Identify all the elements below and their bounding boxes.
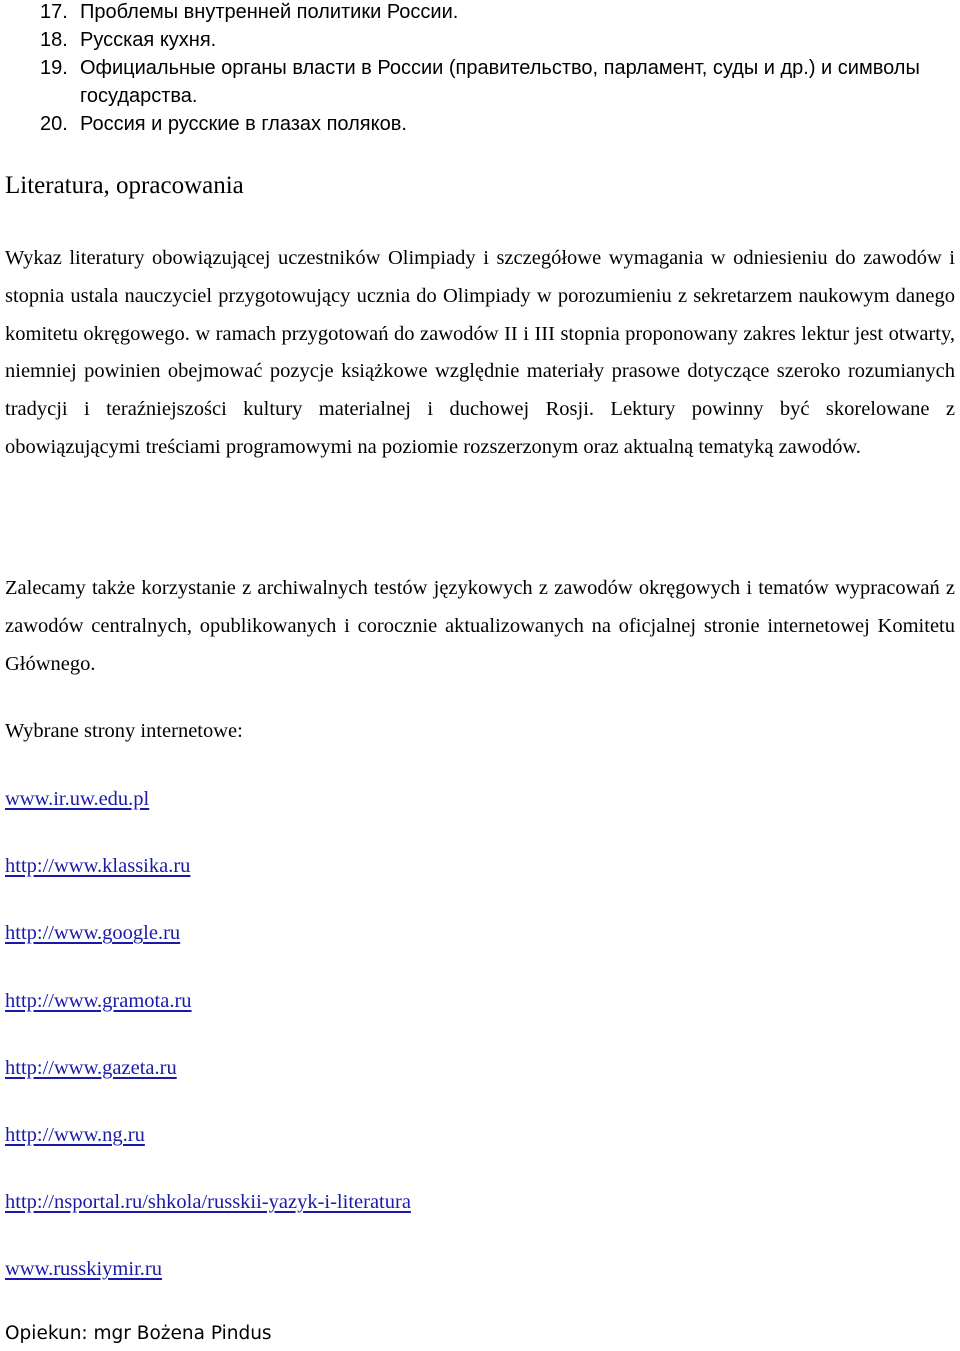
- list-item: [40, 0, 945, 26]
- link-nsportal[interactable]: http://nsportal.ru/shkola/russkii-yazyk-i-literatura: [5, 1191, 411, 1214]
- link-russkiymir[interactable]: www.russkiymir.ru: [5, 1258, 162, 1281]
- list-item: [40, 110, 945, 138]
- supervisor-footer: Opiekun: mgr Bożena Pindus: [5, 1323, 272, 1344]
- topic-list: [40, 0, 945, 138]
- link-ir-uw[interactable]: www.ir.uw.edu.pl: [5, 788, 150, 810]
- link-ng[interactable]: http://www.ng.ru: [5, 1123, 145, 1146]
- list-item-number: 18.: [40, 29, 68, 51]
- list-item-number: 20.: [40, 113, 68, 135]
- list-item: [40, 54, 945, 110]
- list-item-text: Русская кухня.: [80, 29, 217, 51]
- links-label: Wybrane strony internetowe:: [5, 720, 243, 742]
- links-list: [5, 782, 411, 1320]
- link-gramota[interactable]: http://www.gramota.ru: [5, 989, 192, 1012]
- link-klassika[interactable]: http://www.klassika.ru: [5, 855, 191, 878]
- list-item-number: 17.: [40, 1, 68, 23]
- recommendation-paragraph: Zalecamy także korzystanie z archiwalnych testów językowych z zawodów okręgowych i tematów wypracowań z zawodów centralnych, opublikowanych i corocznie aktualizowanych na oficjalnej stronie internetowej Komitetu Głównego.: [5, 577, 955, 675]
- section-heading: Literatura, opracowania: [5, 172, 244, 199]
- list-item-text: Официальные органы власти в России (правительство, парламент, суды и др.) и символы государства.: [80, 57, 920, 107]
- link-gazeta[interactable]: http://www.gazeta.ru: [5, 1056, 177, 1079]
- link-google[interactable]: http://www.google.ru: [5, 922, 181, 945]
- list-item-text: Россия и русские в глазах поляков.: [80, 113, 407, 135]
- list-item-number: 19.: [40, 57, 68, 79]
- list-item-text: Проблемы внутренней политики России.: [80, 1, 459, 23]
- literature-requirements-paragraph: Wykaz literatury obowiązującej uczestników Olimpiady i szczegółowe wymagania w odniesieniu do zawodów i stopnia ustala nauczyciel przygotowujący ucznia do Olimpiady w porozumieniu z sekretarzem naukowym danego komitetu okręgowego. w ramach przygotowań do zawodów II i III stopnia proponowany zakres lektur jest otwarty, niemniej powinien obejmować pozycje książkowe względnie materiały prasowe dotyczące szeroko rozumianych tradycji i teraźniejszości kultury materialnej i duchowej Rosji. Lektury powinny być skorelowane z obowiązującymi treściami programowymi na poziomie rozszerzonym oraz aktualną tematyką zawodów.: [5, 247, 955, 458]
- list-item: [40, 26, 945, 54]
